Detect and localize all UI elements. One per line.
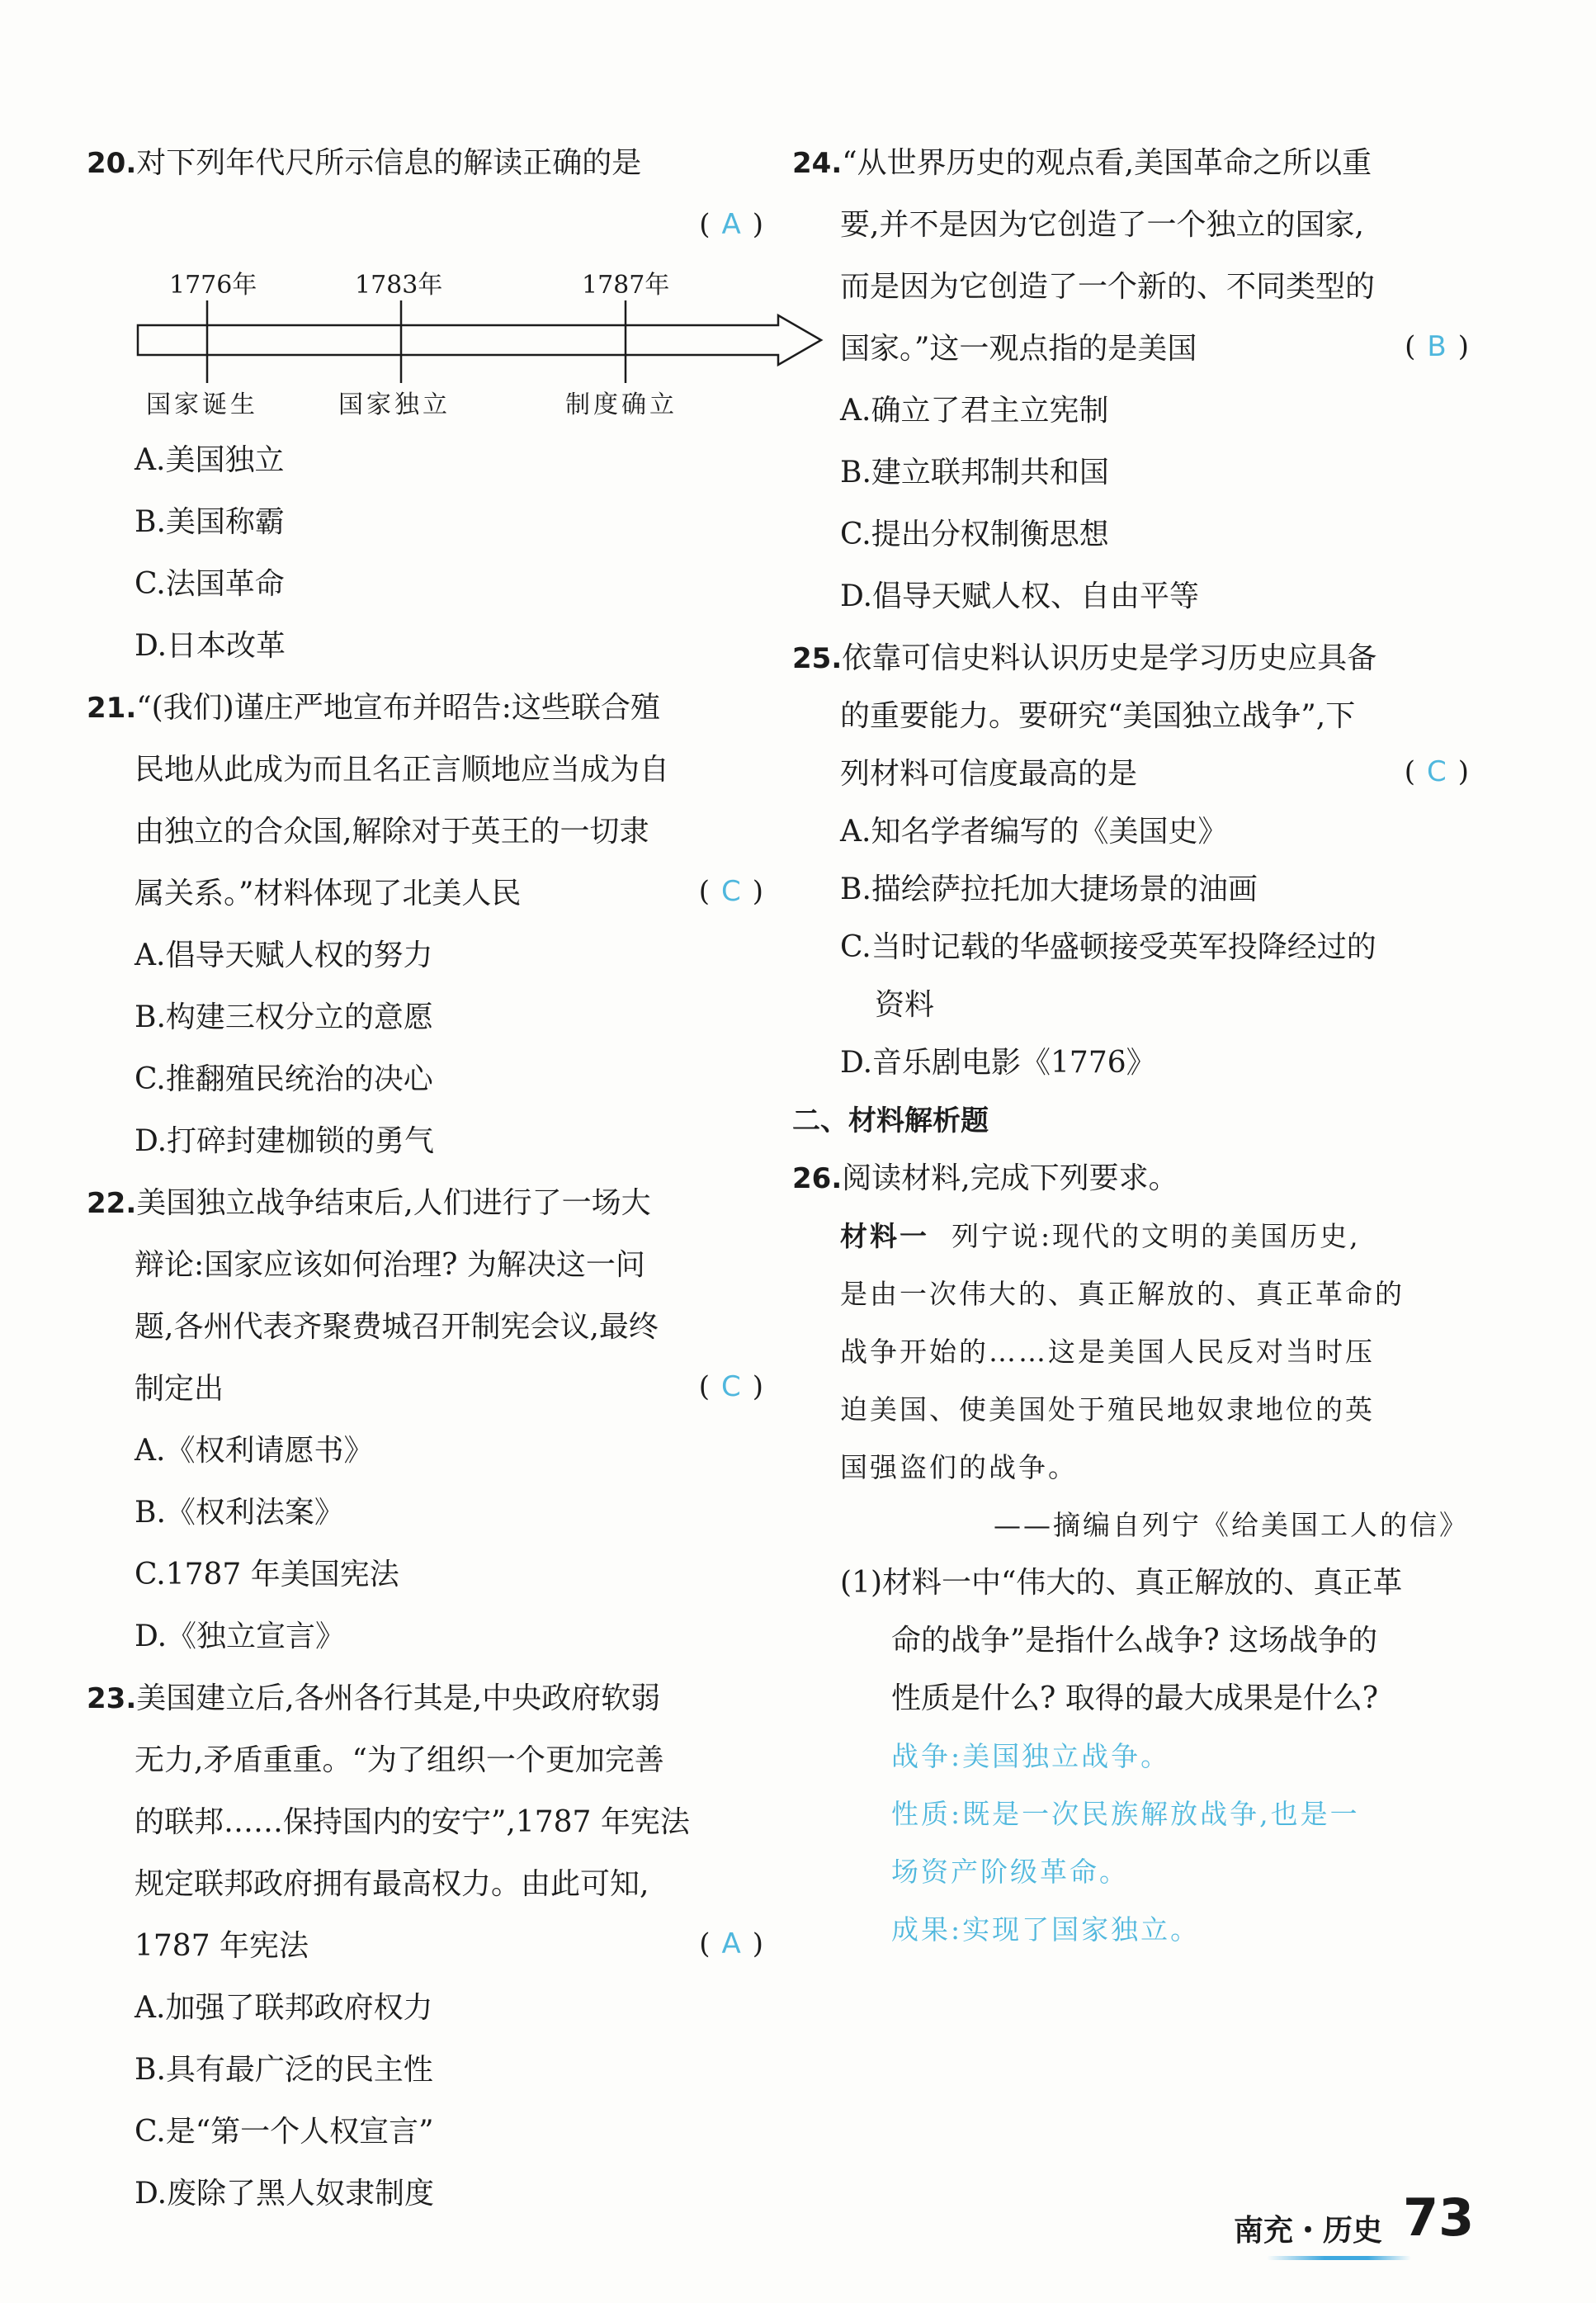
question-21-line: 由独立的合众国,解除对于英王的一切隶 bbox=[135, 815, 649, 849]
question-22-line: 22.美国独立战争结束后,人们进行了一场大 bbox=[87, 1186, 651, 1220]
timeline-year: 1787年 bbox=[582, 271, 670, 300]
option: A.确立了君主立宪制 bbox=[840, 394, 1109, 428]
question-25-line: 25.依靠可信史料认识历史是学习历史应具备 bbox=[792, 641, 1377, 675]
material-line: 是由一次伟大的、真正解放的、真正革命的 bbox=[840, 1278, 1405, 1310]
question-23-line: 23.美国建立后,各州各行其是,中央政府软弱 bbox=[87, 1681, 661, 1715]
answer-bracket: ( C ) bbox=[1404, 755, 1469, 788]
answer-letter: C bbox=[720, 875, 741, 908]
option: A.《权利请愿书》 bbox=[135, 1434, 374, 1468]
option: B.美国称霸 bbox=[135, 505, 285, 539]
question-24-line: 国家。”这一观点指的是美国 bbox=[840, 332, 1197, 366]
question-text: 对下列年代尺所示信息的解读正确的是 bbox=[136, 146, 642, 180]
answer-letter: C bbox=[720, 1370, 741, 1403]
option: B.具有最广泛的民主性 bbox=[135, 2053, 433, 2087]
option: A.加强了联邦政府权力 bbox=[135, 1991, 433, 2025]
footer-label: 南充・历史 bbox=[1234, 2214, 1383, 2248]
answer-text: 战争:美国独立战争。 bbox=[891, 1740, 1171, 1772]
question-21-line: 属关系。”材料体现了北美人民 bbox=[135, 877, 522, 910]
question-23-line: 1787 年宪法 bbox=[135, 1929, 309, 1963]
question-24-line: 而是因为它创造了一个新的、不同类型的 bbox=[840, 270, 1376, 304]
answer-text: 成果:实现了国家独立。 bbox=[891, 1913, 1201, 1946]
option: C.是“第一个人权宣言” bbox=[135, 2115, 434, 2149]
question-25-line: 的重要能力。要研究“美国独立战争”,下 bbox=[840, 699, 1356, 733]
timeline-label: 国家独立 bbox=[338, 390, 451, 419]
option: A.倡导天赋人权的努力 bbox=[135, 939, 433, 972]
question-number: 21. bbox=[87, 692, 137, 725]
option: D.日本改革 bbox=[135, 629, 286, 663]
question-21-line: 21.“(我们)谨庄严地宣布并昭告:这些联合殖 bbox=[87, 691, 660, 725]
subquestion-line: 性质是什么? 取得的最大成果是什么? bbox=[891, 1681, 1379, 1715]
subquestion-line: (1)材料一中“伟大的、真正解放的、真正革 bbox=[840, 1566, 1403, 1600]
answer-letter: A bbox=[721, 1927, 741, 1960]
option: D.音乐剧电影《1776》 bbox=[840, 1046, 1156, 1080]
answer-bracket: ( A ) bbox=[699, 1927, 763, 1960]
option: A.知名学者编写的《美国史》 bbox=[840, 815, 1228, 849]
question-number: 26. bbox=[792, 1162, 843, 1195]
question-23-line: 规定联邦政府拥有最高权力。由此可知, bbox=[135, 1867, 649, 1901]
question-22-line: 制定出 bbox=[135, 1372, 224, 1406]
page-footer bbox=[1234, 2187, 1498, 2262]
timeline-year: 1776年 bbox=[169, 271, 257, 300]
option-continuation: 资料 bbox=[875, 988, 935, 1022]
option: D.《独立宣言》 bbox=[135, 1620, 346, 1653]
question-number: 23. bbox=[87, 1682, 137, 1715]
answer-text: 性质:既是一次民族解放战争,也是一 bbox=[891, 1798, 1360, 1830]
question-number: 24. bbox=[792, 147, 843, 180]
timeline-label: 国家诞生 bbox=[146, 390, 258, 419]
question-number: 25. bbox=[792, 642, 843, 675]
material-line: 迫美国、使美国处于殖民地奴隶地位的英 bbox=[840, 1393, 1375, 1426]
option: C.法国革命 bbox=[135, 567, 285, 601]
option: C.推翻殖民统治的决心 bbox=[135, 1062, 433, 1096]
answer-bracket: ( A ) bbox=[699, 208, 763, 241]
question-number: 20. bbox=[87, 147, 137, 180]
option: A.美国独立 bbox=[135, 443, 285, 477]
question-23-line: 的联邦……保持国内的安宁”,1787 年宪法 bbox=[135, 1805, 690, 1839]
answer-text: 场资产阶级革命。 bbox=[891, 1856, 1129, 1888]
question-25-line: 列材料可信度最高的是 bbox=[840, 757, 1138, 791]
question-24-line: 要,并不是因为它创造了一个独立的国家, bbox=[840, 208, 1364, 242]
option: B.描绘萨拉托加大捷场景的油画 bbox=[840, 872, 1258, 906]
question-26-stem: 26.阅读材料,完成下列要求。 bbox=[792, 1161, 1178, 1195]
option: B.建立联邦制共和国 bbox=[840, 456, 1109, 489]
answer-bracket: ( C ) bbox=[698, 875, 763, 908]
subquestion-line: 命的战争”是指什么战争? 这场战争的 bbox=[891, 1624, 1378, 1657]
option: D.废除了黑人奴隶制度 bbox=[135, 2177, 435, 2211]
option: D.打碎封建枷锁的勇气 bbox=[135, 1124, 435, 1158]
option: D.倡导天赋人权、自由平等 bbox=[840, 579, 1200, 613]
page-number: 73 bbox=[1403, 2187, 1475, 2248]
option: B.构建三权分立的意愿 bbox=[135, 1000, 433, 1034]
option: C.1787 年美国宪法 bbox=[135, 1558, 399, 1591]
timeline-label: 制度确立 bbox=[565, 390, 678, 419]
answer-bracket: ( B ) bbox=[1405, 330, 1469, 363]
answer-letter: B bbox=[1427, 330, 1447, 363]
timeline-year: 1783年 bbox=[355, 271, 443, 300]
question-number: 22. bbox=[87, 1187, 137, 1220]
question-24-line: 24.“从世界历史的观点看,美国革命之所以重 bbox=[792, 146, 1372, 180]
answer-letter: C bbox=[1426, 755, 1447, 788]
timeline-ruler bbox=[136, 264, 846, 421]
question-21-line: 民地从此成为而且名正言顺地应当成为自 bbox=[135, 753, 670, 787]
answer-letter: A bbox=[721, 208, 741, 241]
answer-bracket: ( C ) bbox=[698, 1370, 763, 1403]
question-22-line: 辩论:国家应该如何治理? 为解决这一问 bbox=[135, 1248, 645, 1282]
material-line: 材料一 列宁说:现代的文明的美国历史, bbox=[840, 1220, 1361, 1252]
question-22-line: 题,各州代表齐聚费城召开制宪会议,最终 bbox=[135, 1310, 659, 1344]
option: C.提出分权制衡思想 bbox=[840, 518, 1109, 551]
question-20-stem bbox=[87, 144, 763, 182]
material-line: 国强盗们的战争。 bbox=[840, 1451, 1078, 1483]
material-label: 材料一 bbox=[840, 1220, 929, 1252]
option: B.《权利法案》 bbox=[135, 1496, 344, 1530]
question-23-line: 无力,矛盾重重。“为了组织一个更加完善 bbox=[135, 1743, 664, 1777]
footer-accent-bar bbox=[1267, 2256, 1411, 2260]
material-line: 战争开始的……这是美国人民反对当时压 bbox=[840, 1336, 1375, 1368]
section-heading: 二、材料解析题 bbox=[792, 1104, 989, 1137]
option: C.当时记载的华盛顿接受英军投降经过的 bbox=[840, 930, 1376, 964]
material-source: ——摘编自列宁《给美国工人的信》 bbox=[994, 1509, 1469, 1541]
